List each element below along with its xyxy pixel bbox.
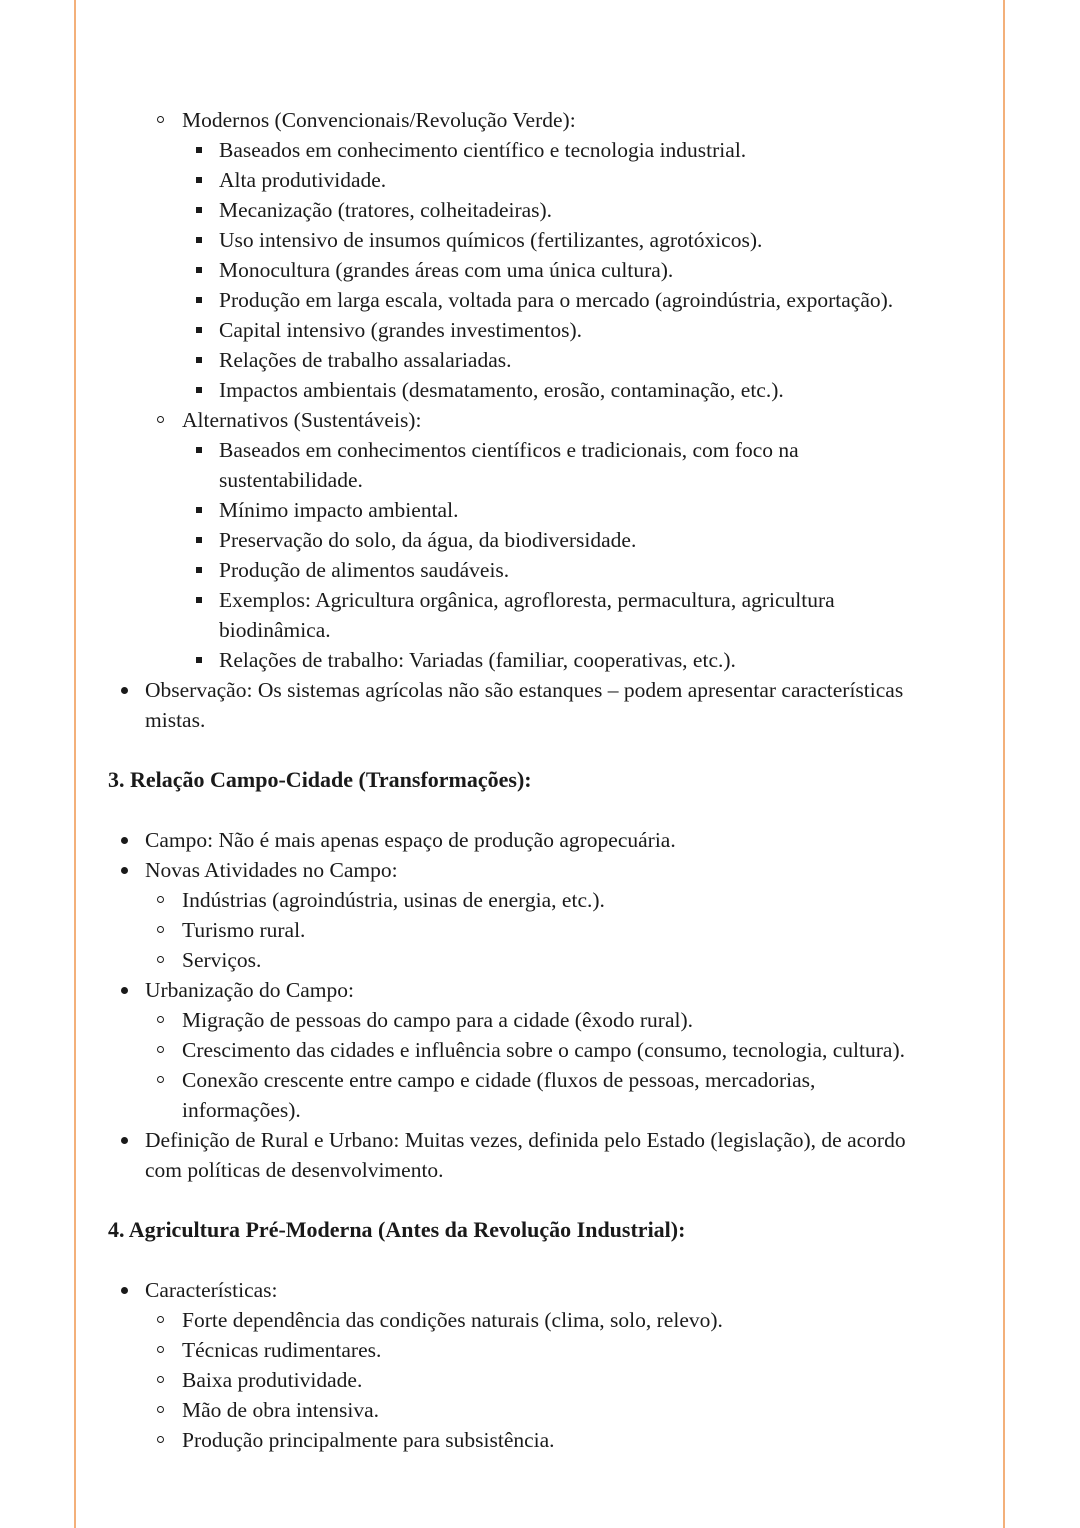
novas-atividades-title: Novas Atividades no Campo:: [145, 858, 398, 882]
list-item: Mão de obra intensiva.: [145, 1395, 968, 1425]
list-item-definicao: Definição de Rural e Urbano: Muitas vezes, definida pelo Estado (legislação), de acordo com políticas de desenvolvimento.: [108, 1125, 945, 1185]
list-item-novas-atividades: [108, 855, 968, 975]
page-border-right: [1003, 0, 1005, 1528]
list-item: Alta produtividade.: [182, 165, 968, 195]
urbanizacao-list: [145, 1005, 925, 1125]
list-item: Conexão crescente entre campo e cidade (fluxos de pessoas, mercadorias, informações).: [145, 1065, 925, 1125]
list-item: Mecanização (tratores, colheitadeiras).: [182, 195, 968, 225]
caracteristicas-list: [145, 1305, 968, 1455]
list-item: Produção principalmente para subsistência.: [145, 1425, 968, 1455]
novas-atividades-list: [145, 885, 968, 975]
list-item: Baseados em conhecimentos científicos e tradicionais, com foco na sustentabilidade.: [182, 435, 882, 495]
list-item-alternativos: [145, 405, 968, 675]
urbanizacao-title: Urbanização do Campo:: [145, 978, 354, 1002]
list-item: Migração de pessoas do campo para a cidade (êxodo rural).: [145, 1005, 925, 1035]
list-item: Baseados em conhecimento científico e tecnologia industrial.: [182, 135, 968, 165]
list-item: Produção em larga escala, voltada para o mercado (agroindústria, exportação).: [182, 285, 968, 315]
section-3-heading: 3. Relação Campo-Cidade (Transformações):: [108, 767, 532, 792]
document-content: [108, 105, 968, 1455]
list-item: Mínimo impacto ambiental.: [182, 495, 882, 525]
list-item: Forte dependência das condições naturais (clima, solo, relevo).: [145, 1305, 968, 1335]
list-item-campo: Campo: Não é mais apenas espaço de produção agropecuária.: [108, 825, 968, 855]
alternativos-title: Alternativos (Sustentáveis):: [182, 408, 422, 432]
section-3-list: [108, 825, 968, 1185]
list-item: Impactos ambientais (desmatamento, erosão, contaminação, etc.).: [182, 375, 968, 405]
caracteristicas-title: Características:: [145, 1278, 278, 1302]
list-item: Exemplos: Agricultura orgânica, agrofloresta, permacultura, agricultura biodinâmica.: [182, 585, 882, 645]
observation-item: Observação: Os sistemas agrícolas não são estanques – podem apresentar características mistas.: [108, 675, 948, 735]
list-item: Relações de trabalho: Variadas (familiar, cooperativas, etc.).: [182, 645, 882, 675]
list-item: Produção de alimentos saudáveis.: [182, 555, 882, 585]
list-item: Preservação do solo, da água, da biodiversidade.: [182, 525, 882, 555]
section-4-heading: 4. Agricultura Pré-Moderna (Antes da Revolução Industrial):: [108, 1217, 686, 1242]
list-item: Técnicas rudimentares.: [145, 1335, 968, 1365]
observation-list: [108, 675, 948, 735]
list-item: Baixa produtividade.: [145, 1365, 968, 1395]
page-border-left: [74, 0, 76, 1528]
list-item: Turismo rural.: [145, 915, 968, 945]
alternativos-list: [182, 435, 882, 675]
list-item: Crescimento das cidades e influência sobre o campo (consumo, tecnologia, cultura).: [145, 1035, 925, 1065]
list-item: Capital intensivo (grandes investimentos).: [182, 315, 968, 345]
list-item-urbanizacao: [108, 975, 968, 1125]
list-item: Indústrias (agroindústria, usinas de energia, etc.).: [145, 885, 968, 915]
list-item-caracteristicas: [108, 1275, 968, 1455]
list-item-modernos: [145, 105, 968, 405]
agricultural-systems-list: [145, 105, 968, 675]
modernos-title: Modernos (Convencionais/Revolução Verde):: [182, 108, 576, 132]
list-item: Monocultura (grandes áreas com uma única cultura).: [182, 255, 968, 285]
section-4-list: [108, 1275, 968, 1455]
list-item: Relações de trabalho assalariadas.: [182, 345, 968, 375]
list-item: Serviços.: [145, 945, 968, 975]
modernos-list: [182, 135, 968, 405]
list-item: Uso intensivo de insumos químicos (fertilizantes, agrotóxicos).: [182, 225, 968, 255]
